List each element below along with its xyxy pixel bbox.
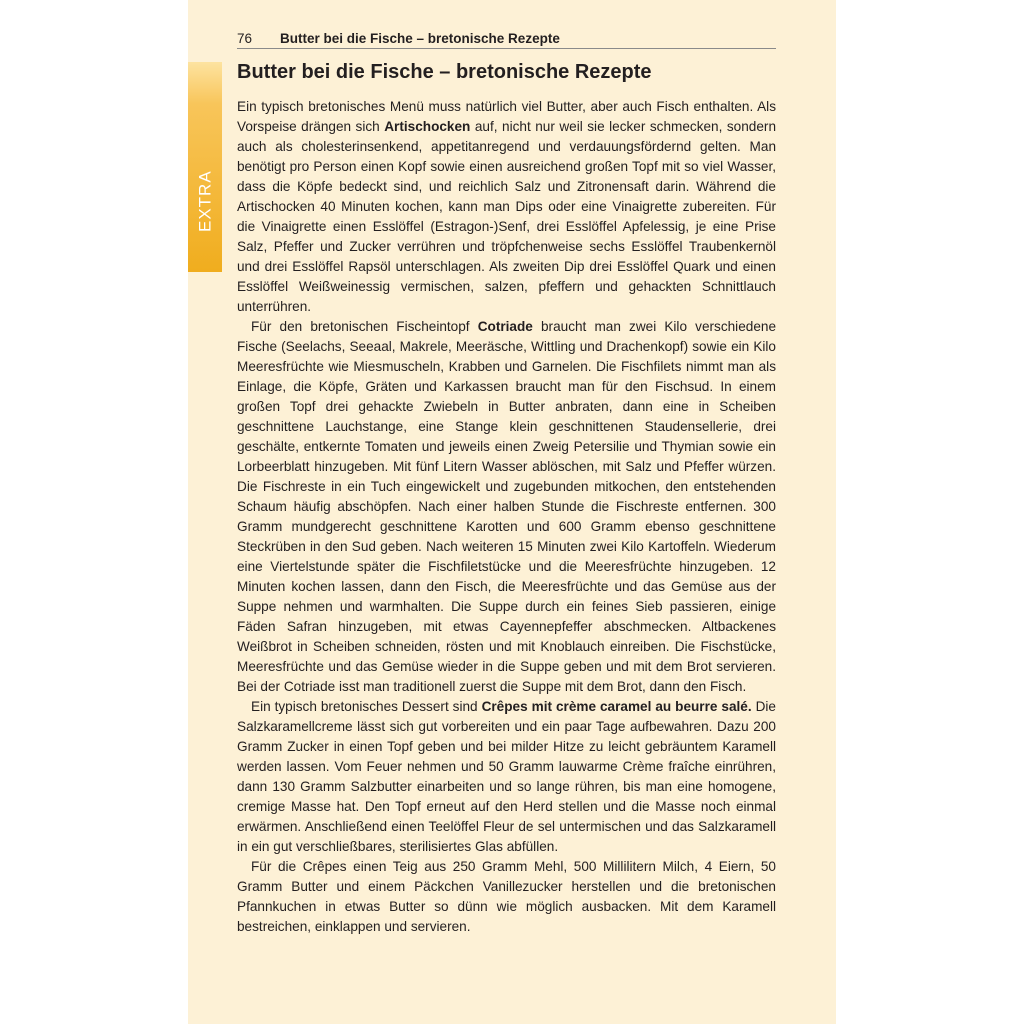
page-number: 76 <box>237 31 253 46</box>
paragraph-cotriade <box>237 317 776 697</box>
paragraph-text: Ein typisch bretonisches Menü muss natürlich viel Butter, aber auch Fisch enthalten. Als Vorspeise drängen sich <box>237 99 776 134</box>
paragraph-dessert <box>237 697 776 857</box>
running-head <box>237 30 776 48</box>
page-title: Butter bei die Fische – bretonische Rezepte <box>237 61 652 83</box>
highlight-cotriade: Cotriade <box>477 319 533 334</box>
highlight-crepes: Crêpes mit crème caramel au beurre salé. <box>481 699 752 714</box>
paragraph-crepes <box>237 857 776 937</box>
book-page <box>188 0 836 1024</box>
body-text <box>237 97 776 937</box>
paragraph-artichokes <box>237 97 776 317</box>
paragraph-text: auf, nicht nur weil sie lecker schmecken, sondern auch als cholesterinsenkend, appetitanregend und verdauungsfördernd gelten. Man benötigt pro Person einen Kopf sowie einen ausreichend großen Topf mit so viel Wasser, dass die Köpfe bedeckt sind, und reichlich Salz und Zitronensaft darin. Während die Artischocken 40 Minuten kochen, kann man Dips oder eine Vinaigrette zubereiten. Für die Vinaigrette einen Esslöffel (Estragon-)Senf, drei Esslöffel Apfelessig, je eine Prise Salz, Pfeffer und Zucker verrühren und tröpfchenweise sechs Esslöffel Traubenkernöl und drei Esslöffel Rapsöl unterschlagen. Als zweiten Dip drei Esslöffel Quark und einen Esslöffel Weißweinessig vermischen, salzen, pfeffern und gehackten Schnittlauch unterrühren. <box>237 119 776 314</box>
header-rule <box>237 48 776 49</box>
paragraph-text: Für den bretonischen Fischeintopf <box>251 319 478 334</box>
paragraph-text: Die Salzkaramellcreme lässt sich gut vorbereiten und ein paar Tage aufbewahren. Dazu 200 Gramm Zucker in einen Topf geben und bei milder Hitze zu leicht gebräuntem Karamell werden lassen. Vom Feuer nehmen und 50 Gramm lauwarme Crème fraîche einrühren, dann 130 Gramm Salzbutter einarbeiten und so lange rühren, bis man eine homogene, cremige Masse hat. Den Topf erneut auf den Herd stellen und die Masse noch einmal erwärmen. Anschließend einen Teelöffel Fleur de sel untermischen und das Salzkaramell in ein gut verschließbares, sterilisiertes Glas abfüllen. <box>237 699 776 854</box>
paragraph-text: braucht man zwei Kilo verschiedene Fische (Seelachs, Seeaal, Makrele, Meeräsche, Wittling und Drachenkopf) sowie ein Kilo Meeresfrüchte wie Miesmuscheln, Krabben und Garnelen. Die Fischfilets nimmt man als Einlage, die Köpfe, Gräten und Karkassen braucht man für den Fischsud. In einem großen Topf drei gehackte Zwiebeln in Butter anbraten, dann eine in Scheiben geschnittene Lauchstange, eine Stange klein geschnittenen Staudensellerie, drei geschälte, entkernte Tomaten und jeweils einen Zweig Petersilie und Thymian sowie ein Lorbeerblatt hinzugeben. Mit fünf Litern Wasser ablöschen, mit Salz und Pfeffer würzen. Die Fischreste in ein Tuch eingewickelt und zugebunden mitkochen, den entstehenden Schaum häufig abschöpfen. Nach einer halben Stunde die Fischreste entfernen. 300 Gramm mundgerecht geschnittene Karotten und 600 Gramm ebenso geschnittene Steckrüben in den Sud geben. Nach weiteren 15 Minuten zwei Kilo Kartoffeln. Wiederum eine Viertelstunde später die Fischfiletstücke und die Meeresfrüchte hinzugeben. 12 Minuten kochen lassen, dann den Fisch, die Meeresfrüchte und das Gemüse aus der Suppe nehmen und warmhalten. Die Suppe durch ein feines Sieb passieren, einige Fäden Safran hinzugeben, mit etwas Cayennepfeffer abschmecken. Altbackenes Weißbrot in Scheiben schneiden, rösten und mit Knoblauch einreiben. Die Fischstücke, Meeresfrüchte und das Gemüse wieder in die Suppe geben und mit dem Brot servieren. Bei der Cotriade isst man traditionell zuerst die Suppe mit dem Brot, dann den Fisch. <box>237 319 777 694</box>
paragraph-text: Für die Crêpes einen Teig aus 250 Gramm Mehl, 500 Millilitern Milch, 4 Eiern, 50 Gramm Butter und einem Päckchen Vanillezucker herstellen und die bretonischen Pfannkuchen in etwas Butter so dünn wie möglich ausbacken. Mit dem Karamell bestreichen, einklappen und servieren. <box>237 859 776 934</box>
running-head-title: Butter bei die Fische – bretonische Rezepte <box>280 31 560 46</box>
extra-side-tab <box>188 62 222 272</box>
extra-tab-label: EXTRA <box>195 170 215 232</box>
highlight-artischocken: Artischocken <box>384 119 471 134</box>
paragraph-text: Ein typisch bretonisches Dessert sind <box>251 699 482 714</box>
